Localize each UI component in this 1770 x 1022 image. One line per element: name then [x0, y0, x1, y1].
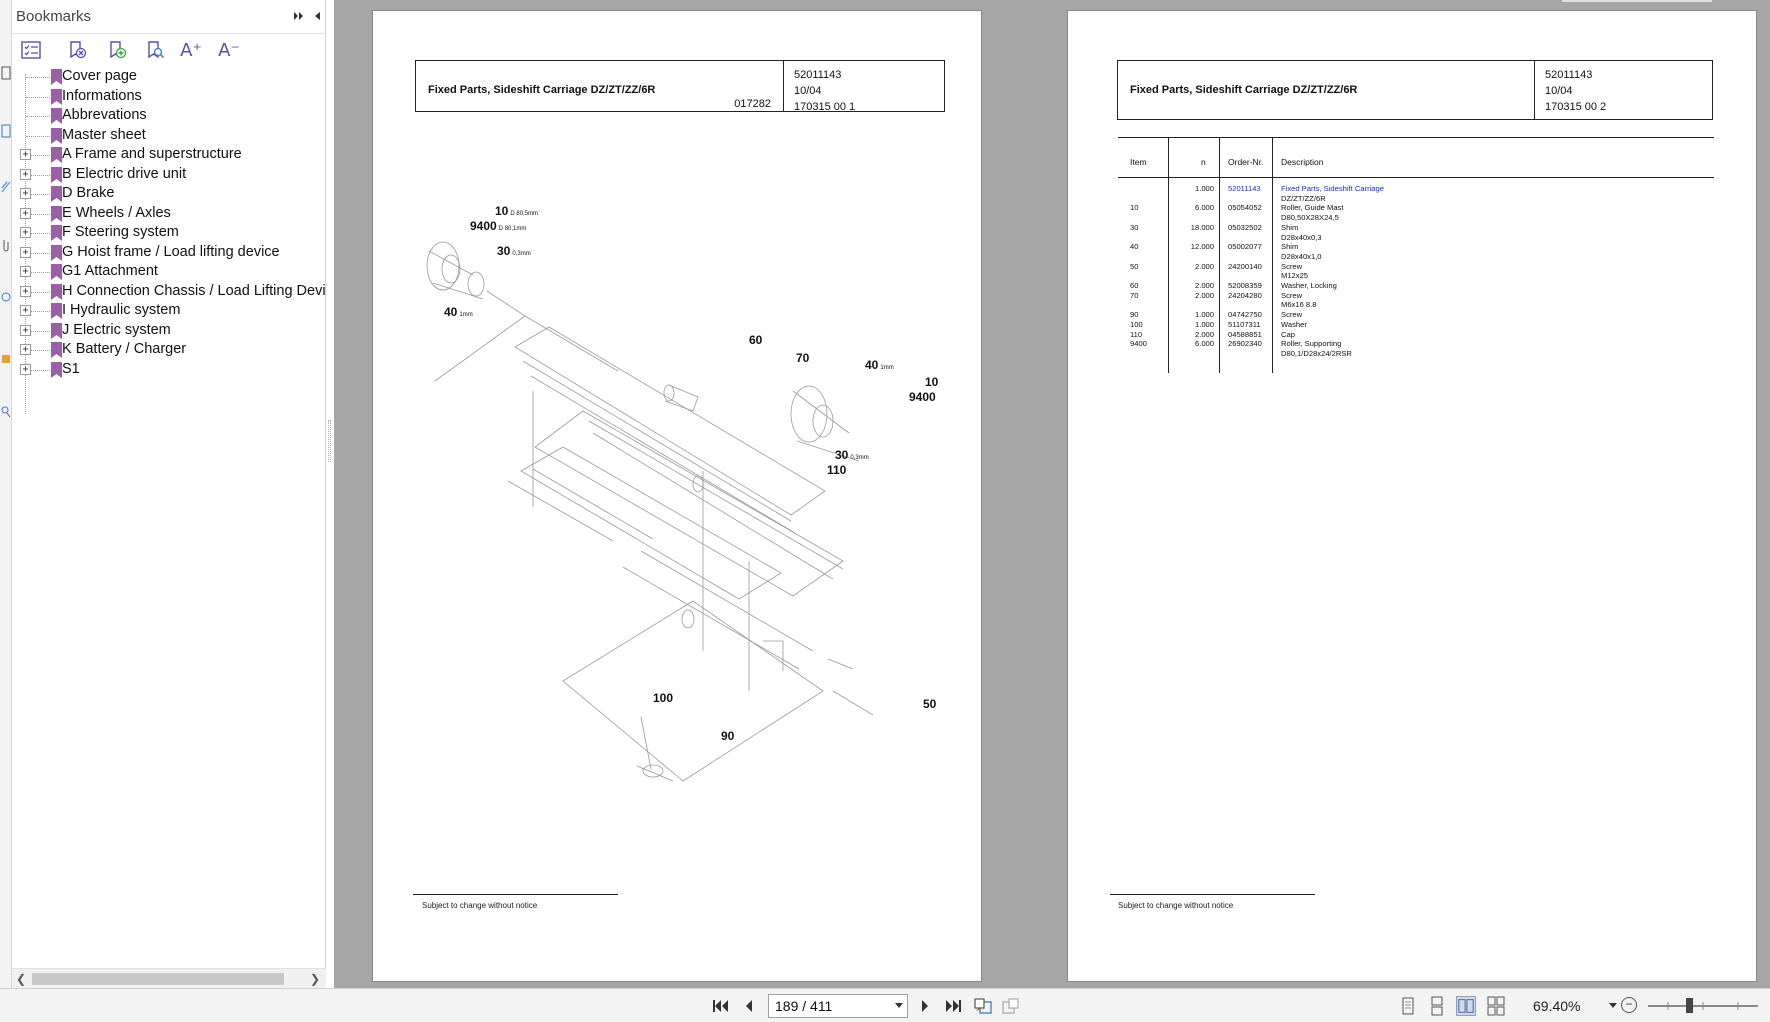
cell-description[interactable]: Fixed Parts, Sideshift Carriage	[1281, 184, 1384, 193]
bookmark-label: B Electric drive unit	[62, 165, 187, 182]
callout-110: 110	[827, 463, 847, 477]
page-189[interactable]	[372, 10, 982, 982]
cell-order-nr: 52008359	[1228, 281, 1262, 290]
bookmark-label: G1 Attachment	[62, 263, 158, 279]
tree-connector	[26, 116, 50, 117]
zoom-slider-thumb[interactable]	[1686, 998, 1693, 1013]
expand-bookmark-icon[interactable]: +	[20, 325, 31, 336]
cell-order-nr: 24200140	[1228, 261, 1262, 271]
cell-quantity: 12.000	[1190, 242, 1214, 252]
increase-text-icon: A⁺	[180, 39, 202, 61]
cell-order-nr: 24204280	[1228, 290, 1262, 300]
continuous-facing-view-icon[interactable]	[1486, 996, 1506, 1016]
left-panel-strip	[0, 0, 12, 1022]
cell-description: Shim	[1281, 222, 1299, 232]
cell-item: 60	[1130, 281, 1139, 290]
cell-description: Washer, Locking	[1281, 281, 1337, 290]
cell-description: M6x16 8.8	[1281, 300, 1317, 310]
cell-quantity: 6.000	[1194, 339, 1214, 349]
expand-bookmark-icon[interactable]: +	[20, 188, 31, 199]
zoom-out-button[interactable]: −	[1621, 997, 1637, 1013]
bookmark-label: Master sheet	[62, 126, 146, 143]
bookmark-label: Abbrevations	[62, 107, 147, 123]
bookmark-label: J Electric system	[62, 321, 171, 338]
next-view-button[interactable]	[1000, 995, 1022, 1017]
find-bookmark-button[interactable]	[142, 37, 168, 63]
tree-connector	[26, 136, 50, 137]
first-page-button[interactable]	[710, 995, 732, 1017]
cell-item: 9400	[1130, 339, 1147, 349]
zoom-level: 69.40%	[1533, 998, 1581, 1014]
add-bookmark-button[interactable]	[104, 37, 130, 63]
callout-50: 50	[923, 697, 937, 711]
cell-quantity: 1.000	[1194, 319, 1214, 329]
continuous-view-icon[interactable]	[1427, 996, 1447, 1016]
expand-bookmark-icon[interactable]: +	[20, 266, 31, 277]
pages-panel-icon[interactable]	[1, 66, 11, 80]
page-dropdown-icon[interactable]	[895, 1003, 903, 1008]
zoom-dropdown-icon[interactable]	[1609, 1003, 1617, 1008]
cell-order-nr: 05032502	[1228, 222, 1262, 232]
page-header-box	[1117, 60, 1713, 120]
header-reference-cell	[784, 61, 944, 111]
find-bookmark-icon	[144, 39, 166, 61]
list-options-icon	[20, 39, 42, 61]
cell-order-nr: 04588851	[1228, 329, 1262, 339]
callout-40-right: 40 1mm	[865, 358, 894, 372]
document-view[interactable]	[334, 0, 1770, 988]
expand-bookmark-icon[interactable]: +	[20, 286, 31, 297]
cell-order-nr: 26902340	[1228, 339, 1262, 349]
table-row	[1118, 291, 1714, 301]
cell-order-nr: 51107311	[1228, 319, 1261, 329]
cell-order-nr: 05002077	[1228, 242, 1262, 252]
table-row	[1118, 233, 1714, 243]
callout-90: 90	[721, 729, 735, 743]
revision-date: 10/04	[1545, 85, 1573, 97]
bookmarks-panel	[12, 0, 326, 988]
cell-description: Roller, Supporting	[1281, 339, 1342, 349]
cell-item: 70	[1130, 290, 1139, 300]
callout-70: 70	[796, 351, 810, 365]
part-number: 52011143	[794, 69, 842, 81]
bookmark-label: I Hydraulic system	[62, 302, 181, 318]
cell-item: 10	[1130, 203, 1139, 213]
cell-description: Roller, Guide Mast	[1281, 203, 1344, 213]
expand-bookmark-icon[interactable]: +	[20, 208, 31, 219]
table-row	[1118, 320, 1714, 330]
footer-rule	[413, 894, 618, 895]
comments-panel-icon[interactable]	[1, 290, 11, 304]
table-row	[1118, 262, 1714, 272]
callout-40-left: 40 1mm	[444, 305, 473, 319]
expand-bookmark-icon[interactable]: +	[20, 344, 31, 355]
cell-description: DZ/ZT/ZZ/6R	[1281, 193, 1326, 203]
next-view-icon	[1001, 997, 1021, 1015]
previous-page-button[interactable]	[738, 995, 760, 1017]
table-header-rule	[1118, 177, 1714, 178]
expand-bookmark-icon[interactable]: +	[20, 305, 31, 316]
scroll-right-icon[interactable]: ❯	[309, 972, 321, 986]
cell-item: 90	[1130, 310, 1139, 320]
tree-connector	[26, 97, 50, 98]
bookmarks-title: Bookmarks	[16, 8, 92, 25]
callout-30-right: 30 0,3mm	[835, 448, 869, 462]
table-row	[1118, 184, 1714, 194]
decrease-text-size-button[interactable]	[216, 37, 242, 63]
table-row	[1118, 194, 1714, 204]
add-bookmark-icon	[106, 39, 128, 61]
cell-quantity: 2.000	[1194, 261, 1214, 271]
table-row	[1118, 310, 1714, 320]
expand-bookmark-icon[interactable]: +	[20, 169, 31, 180]
first-page-icon	[712, 998, 730, 1014]
expand-panel-icon[interactable]	[292, 9, 306, 23]
bookmarks-header	[12, 0, 326, 34]
page-title: Fixed Parts, Sideshift Carriage DZ/ZT/ZZ/6R	[428, 84, 656, 96]
callout-10-upper: 10 D 80,5mm	[495, 204, 539, 218]
bookmark-label: A Frame and superstructure	[62, 146, 242, 162]
collapse-panel-icon[interactable]	[310, 9, 324, 23]
cell-description: Shim	[1281, 242, 1299, 252]
page-header-box	[415, 60, 945, 112]
decrease-text-icon: A⁻	[218, 39, 240, 61]
table-row	[1118, 271, 1714, 281]
drawing-number: 017282	[734, 98, 771, 110]
table-row	[1118, 252, 1714, 262]
signature-panel-icon[interactable]	[1, 180, 11, 194]
cell-quantity: 6.000	[1194, 203, 1214, 213]
bookmark-label: Cover page	[62, 68, 137, 84]
tree-connector	[26, 77, 50, 78]
cell-description: Screw	[1281, 310, 1303, 320]
bookmark-label: H Connection Chassis / Load Lifting Devi	[62, 282, 326, 299]
table-row	[1118, 330, 1714, 340]
header-n: n	[1201, 157, 1206, 167]
last-page-icon	[944, 998, 962, 1014]
header-order-nr: Order-Nr.	[1228, 157, 1264, 167]
callout-60: 60	[749, 333, 763, 347]
security-panel-icon[interactable]	[1, 350, 11, 364]
table-row	[1118, 242, 1714, 252]
scroll-left-icon[interactable]: ❮	[15, 972, 27, 986]
part-number: 52011143	[1545, 69, 1593, 81]
header-reference-cell	[1535, 61, 1712, 119]
callout-100: 100	[653, 691, 674, 705]
callout-30-upper: 30 0,3mm	[497, 244, 531, 258]
revision-date: 10/04	[794, 85, 822, 97]
footer-rule	[1110, 894, 1315, 895]
delete-bookmark-button[interactable]	[64, 37, 90, 63]
cell-quantity: 2.000	[1194, 281, 1214, 290]
callout-9400-upper: 9400 D 80,1mm	[470, 219, 527, 233]
bookmark-tree	[12, 66, 326, 968]
previous-page-icon	[742, 998, 756, 1014]
exploded-parts-drawing	[413, 171, 953, 791]
table-row	[1118, 223, 1714, 233]
cell-quantity: 18.000	[1190, 222, 1214, 232]
cell-quantity: 2.000	[1194, 329, 1214, 339]
cell-description: D80,50X28X24,5	[1281, 213, 1339, 223]
expand-bookmark-icon[interactable]: +	[20, 247, 31, 258]
sheet-code: 170315 00 2	[1545, 101, 1607, 113]
cell-description: Screw	[1281, 290, 1303, 300]
bookmark-options-button[interactable]	[18, 37, 44, 63]
status-bar	[0, 988, 1770, 1022]
delete-bookmark-icon	[66, 39, 88, 61]
bookmark-label: S1	[62, 360, 80, 377]
footer-note: Subject to change without notice	[422, 901, 538, 910]
increase-text-size-button[interactable]	[178, 37, 204, 63]
expand-bookmark-icon[interactable]: +	[20, 227, 31, 238]
bookmark-label: K Battery / Charger	[62, 341, 187, 357]
table-row	[1118, 300, 1714, 310]
cell-item: 50	[1130, 261, 1139, 271]
callout-10-right: 10	[925, 375, 939, 389]
bookmarks-toolbar	[12, 34, 326, 66]
page-title: Fixed Parts, Sideshift Carriage DZ/ZT/ZZ/6R	[1130, 84, 1358, 96]
bookmark-label: D Brake	[62, 185, 115, 201]
cell-quantity: 1.000	[1194, 184, 1214, 193]
expand-bookmark-icon[interactable]: +	[20, 364, 31, 375]
page-number-field[interactable]	[768, 994, 908, 1018]
bookmark-label: E Wheels / Axles	[62, 204, 171, 221]
table-top-rule	[1118, 137, 1714, 138]
page-190[interactable]	[1067, 10, 1757, 982]
splitter-grip[interactable]	[328, 420, 331, 462]
cell-description: D80,1/D28x24/2RSR	[1281, 348, 1352, 358]
bookmark-label: F Steering system	[62, 224, 179, 240]
table-row	[1118, 281, 1714, 291]
cell-item: 110	[1130, 329, 1143, 339]
header-title-cell	[416, 61, 784, 111]
last-page-button[interactable]	[942, 995, 964, 1017]
horizontal-scrollbar[interactable]	[12, 968, 326, 988]
single-page-view-icon[interactable]	[1398, 996, 1418, 1016]
previous-view-icon	[973, 997, 993, 1015]
layers-panel-icon[interactable]	[1, 124, 11, 138]
footer-note: Subject to change without notice	[1118, 901, 1234, 910]
cell-description: D28x40x1,0	[1281, 251, 1322, 261]
panel-splitter[interactable]	[326, 0, 334, 988]
header-description: Description	[1281, 157, 1324, 167]
bookmark-item[interactable]	[12, 359, 326, 381]
cell-quantity: 1.000	[1194, 310, 1214, 320]
previous-view-button[interactable]	[972, 995, 994, 1017]
cell-quantity: 2.000	[1194, 290, 1214, 300]
page-number-value: 189 / 411	[775, 998, 833, 1014]
drawing-linework	[413, 171, 953, 791]
cell-description: Screw	[1281, 261, 1303, 271]
table-row	[1118, 339, 1714, 349]
next-page-icon	[918, 998, 932, 1014]
cell-item: 40	[1130, 242, 1139, 252]
table-row	[1118, 349, 1714, 359]
expand-bookmark-icon[interactable]: +	[20, 149, 31, 160]
toolbar-edge	[1562, 0, 1712, 2]
facing-view-icon[interactable]	[1456, 996, 1476, 1016]
attachments-panel-icon[interactable]	[1, 238, 11, 252]
callout-9400-right: 9400	[909, 390, 936, 404]
bookmark-label: G Hoist frame / Load lifting device	[62, 243, 280, 260]
sheet-code: 170315 00 1	[794, 101, 856, 113]
cell-item: 100	[1130, 319, 1143, 329]
next-page-button[interactable]	[914, 995, 936, 1017]
bookmark-label: Informations	[62, 87, 142, 104]
table-row	[1118, 203, 1714, 213]
table-row	[1118, 213, 1714, 223]
search-panel-icon[interactable]	[1, 405, 11, 419]
cell-description: Cap	[1281, 329, 1295, 339]
cell-description: Washer	[1281, 319, 1307, 329]
cell-order-nr[interactable]: 52011143	[1228, 184, 1261, 193]
cell-order-nr: 05054052	[1228, 203, 1262, 213]
zoom-slider-ticks	[1648, 1001, 1758, 1011]
header-item: Item	[1130, 157, 1147, 167]
cell-description: M12x25	[1281, 271, 1309, 281]
cell-item: 30	[1130, 222, 1139, 232]
cell-description: D28x40x0,3	[1281, 232, 1322, 242]
header-title-cell	[1118, 61, 1535, 119]
scrollbar-thumb[interactable]	[32, 973, 284, 985]
cell-order-nr: 04742750	[1228, 310, 1262, 320]
